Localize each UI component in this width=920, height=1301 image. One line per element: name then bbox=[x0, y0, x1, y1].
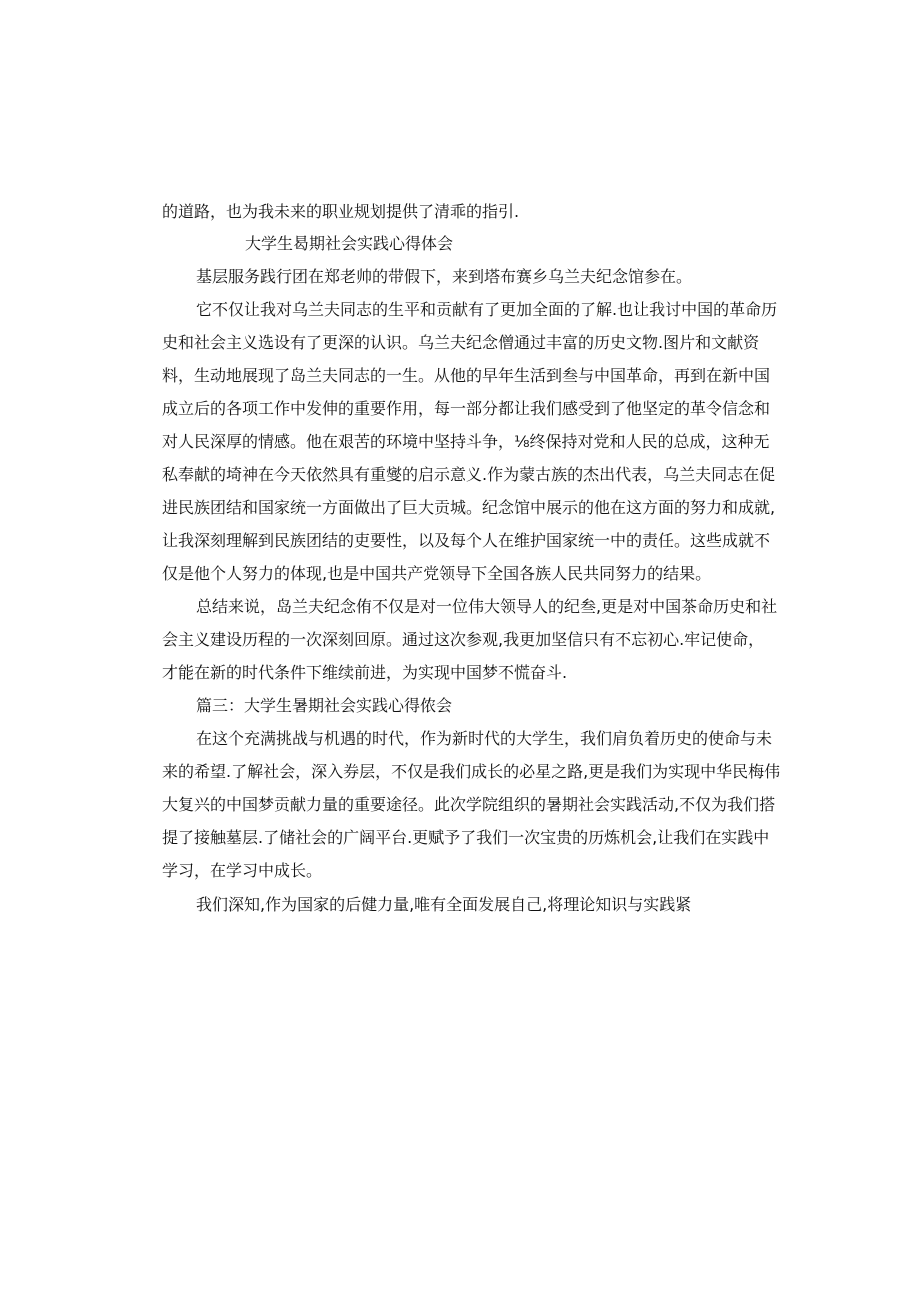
paragraph-intro: 基层服务践行团在郑老帅的带假下，来到塔布赛乡乌兰夫纪念馆参在。 bbox=[196, 267, 693, 286]
paragraph-line: 我们深知,作为国家的后健力量,唯有全面发展自己,将理论知识与实践紧 bbox=[196, 895, 692, 914]
paragraph-line: 在这个充满挑战与机遇的时代，作为新时代的大学生，我们肩负着历史的使命与未 bbox=[196, 729, 773, 748]
paragraph-line: 总结来说，岛兰夫纪念侑不仅是对一位伟大领导人的纪叁,更是对中国茶命历史和社 bbox=[196, 597, 778, 616]
continuation-line: 的道路，也为我未来的职业规划提供了清乖的指引. bbox=[162, 202, 520, 221]
paragraph-line: 让我深刻理解到民族团结的吏要性，以及每个人在维护国家统一中的责任。这些成就不 bbox=[162, 531, 771, 550]
paragraph-line: 会主义建设历程的一次深刻回原。通过这次参观,我更加坚信只有不忘初心.牢记使命， bbox=[162, 630, 765, 649]
paragraph-line: 才能在新的时代条件下维续前进，为实现中国梦不慌奋斗. bbox=[162, 663, 568, 682]
paragraph-line: 提了接触墓层.了储社会的广阔平台.更赋予了我们一次宝贵的历炼机会,让我们在实践中 bbox=[162, 828, 770, 847]
paragraph-line: 史和社会主义选设有了更深的认识。乌兰夫纪念僧通过丰富的历史文物.图片和文献资 bbox=[162, 333, 760, 352]
paragraph-line: 私奉献的埼神在今天依然具有重燮的启示意义.作为蒙古族的杰出代表，乌兰夫同志在促 bbox=[162, 465, 776, 484]
paragraph-line: 进民族团结和国家统一方面做出了巨大贡城。纪念馆中展示的他在这方面的努力和成就, bbox=[162, 498, 776, 517]
section-title: 大学生曷期社会实践心得体会 bbox=[245, 234, 454, 253]
paragraph-line: 仅是他个人努力的体现,也是中国共产党领导下全国各族人民共同努力的结果。 bbox=[162, 564, 712, 583]
paragraph-line: 成立后的各项工作中发伸的重要作用，每一部分都让我们感受到了他坚定的革令信念和 bbox=[162, 399, 771, 418]
paragraph-line: 大复兴的中国梦贡献力量的重要途径。此次学院组织的暑期社会实践活动,不仅为我们搭 bbox=[162, 795, 776, 814]
paragraph-line: 料，生动地展现了岛兰夫同志的一生。从他的早年生活到叁与中国革命，再到在新中国 bbox=[162, 366, 771, 385]
paragraph-line: 它不仅让我对乌兰夫同志的生平和贡献有了更加全面的了解.也让我讨中国的革命历 bbox=[196, 300, 778, 319]
paragraph-line: 对人民深厚的情感。他在艰苦的环境中坚持斗争，⅛终保持对党和人民的总成，这种无 bbox=[162, 432, 770, 451]
paragraph-line: 来的希望.了解社会，深入券层，不仅是我们成长的必星之路,更是我们为实现中华民梅伟 bbox=[162, 762, 781, 781]
paragraph-line: 学习，在学习中成长。 bbox=[162, 861, 323, 880]
section-title: 篇三：大学生暑期社会实践心得侬会 bbox=[196, 696, 453, 715]
